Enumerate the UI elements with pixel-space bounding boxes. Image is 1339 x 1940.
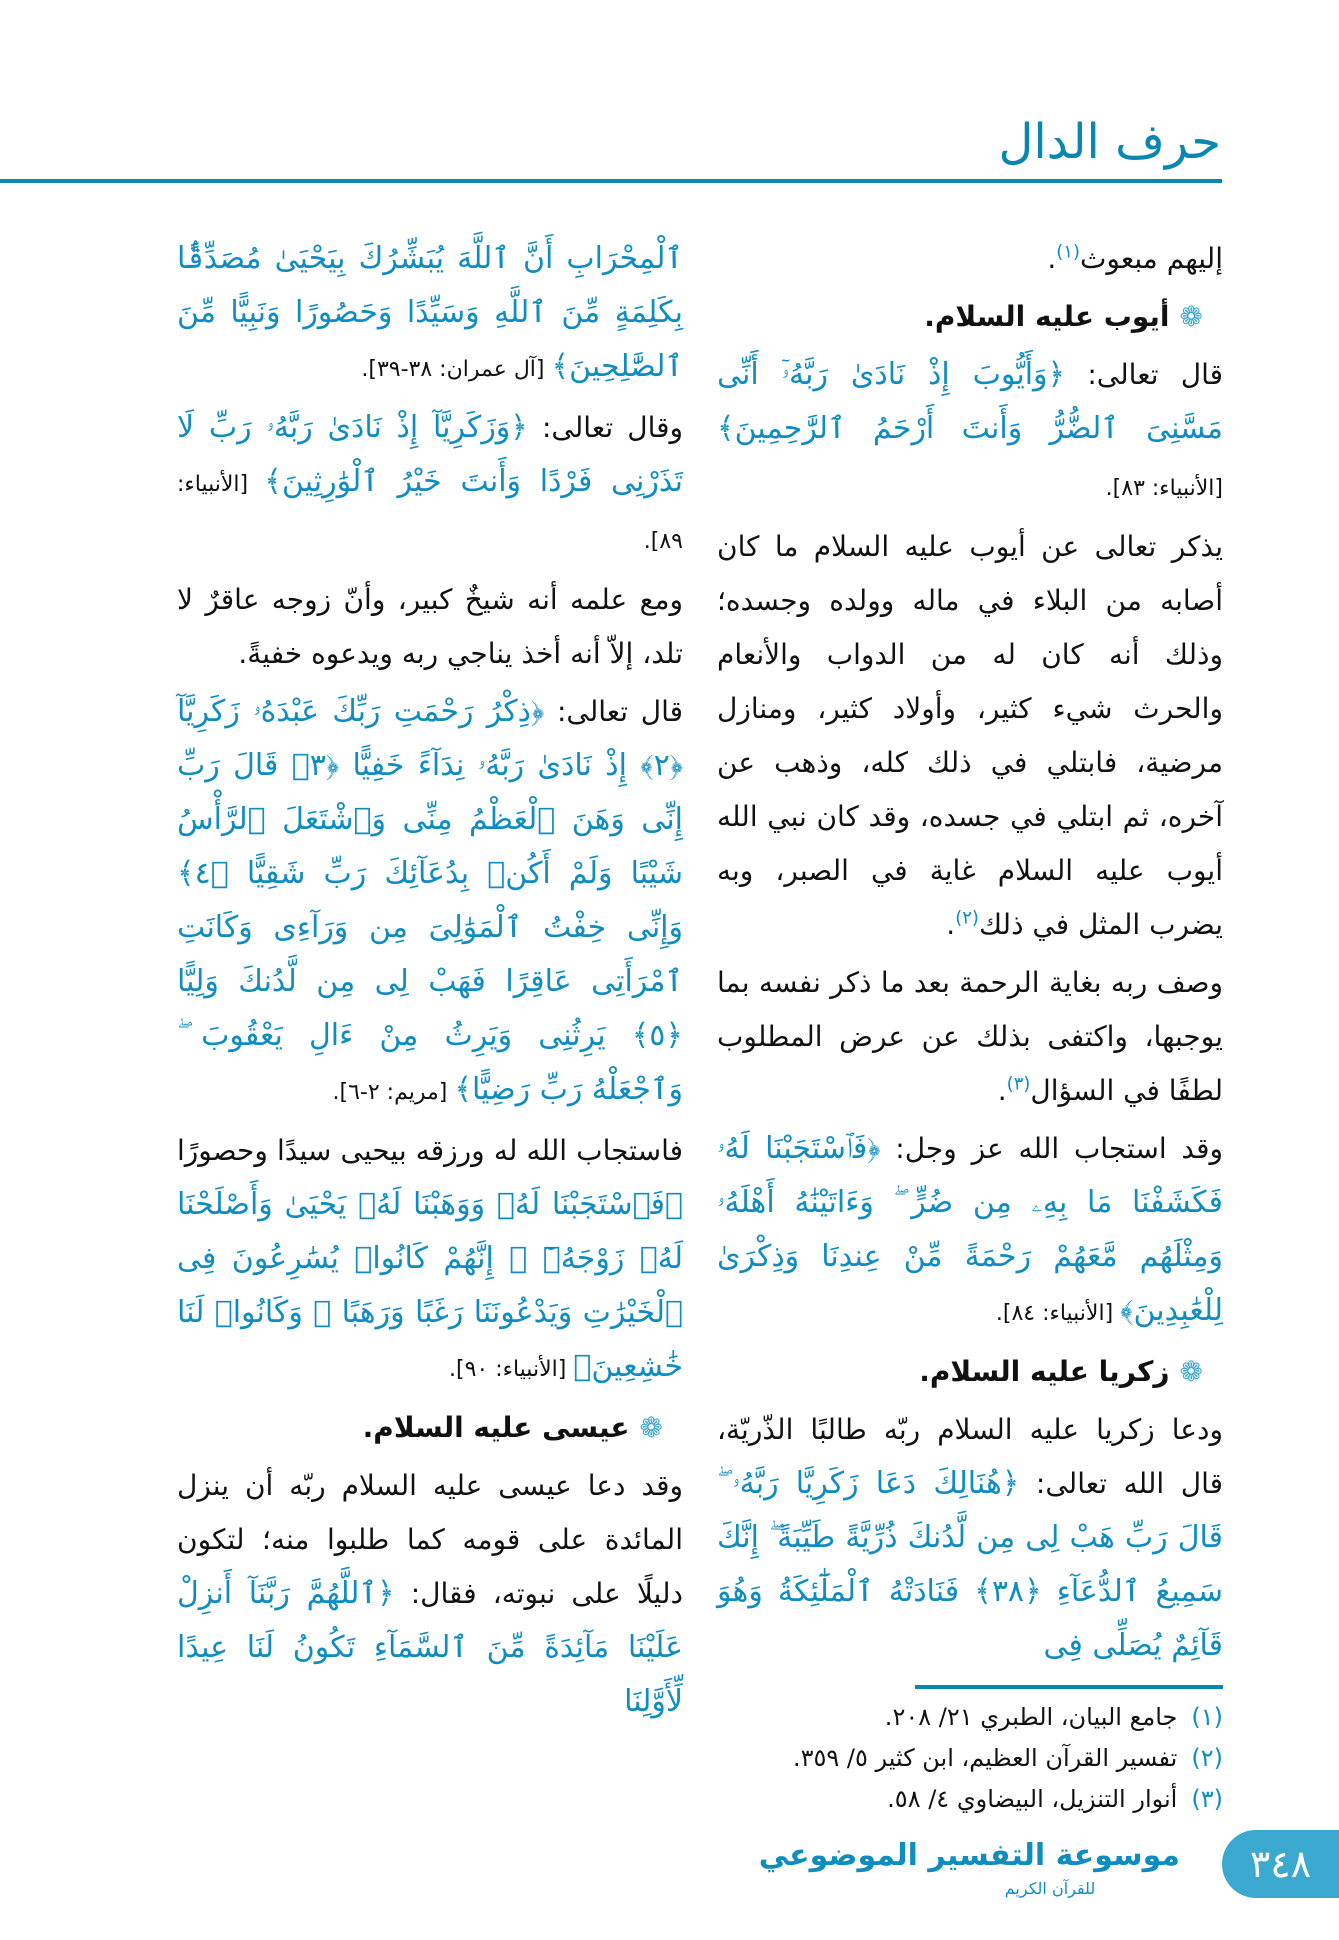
header-divider	[0, 179, 1222, 183]
verse-reference: [الأنبياء: ٨٣].	[1105, 476, 1223, 501]
flower-ornament-icon: ❁	[1179, 1355, 1203, 1388]
paragraph	[177, 685, 683, 1120]
quran-verse: ﴿وَأَيُّوبَ إِذْ نَادَىٰ رَبَّهُۥٓ أَنِّى مَسَّنِىَ ٱلضُّرُّ وَأَنتَ أَرْحَمُ ٱلرَّٰحِمِينَ﴾	[717, 357, 1223, 446]
text: وقال تعالى:	[527, 411, 684, 444]
paragraph	[717, 1122, 1223, 1341]
text: وصف ربه بغاية الرحمة بعد ما ذكر نفسه بما يوجبها، واكتفى بذلك عن عرض المطلوب لطفًا في السؤال	[717, 966, 1223, 1107]
text: .	[946, 908, 956, 941]
page-body	[0, 232, 1339, 1820]
footnotes	[717, 1697, 1223, 1820]
verse-reference: [آل عمران: ٣٨-٣٩].	[361, 357, 552, 382]
text: وقد استجاب الله عز وجل:	[880, 1132, 1224, 1165]
verse-reference: [الأنبياء: ٩٠].	[449, 1357, 574, 1382]
quran-verse: ﴿ٱللَّهُمَّ رَبَّنَآ أَنزِلْ عَلَيْنَا مَآئِدَةً مِّنَ ٱلسَّمَآءِ تَكُونُ لَنَا عِيدًا لِّأَوَّلِنَا	[177, 1576, 683, 1719]
paragraph	[177, 573, 683, 681]
paragraph	[717, 520, 1223, 952]
footnote: (٣)أنوار التنزيل، البيضاوي ٤/ ٥٨.	[887, 1785, 1223, 1813]
paragraph	[717, 232, 1223, 286]
text: ودعا زكريا عليه السلام ربّه طالبًا الذّريّة، قال الله تعالى:	[717, 1413, 1223, 1500]
page-header	[0, 0, 1339, 232]
left-column	[177, 232, 683, 1733]
text: ومع علمه أنه شيخٌ كبير، وأنّ زوجه عاقرٌ لا تلد، إلاّ أنه أخذ يناجي ربه ويدعوه خفيةً.	[177, 583, 683, 670]
paragraph	[177, 232, 683, 397]
encyclopedia-logo: موسوعة التفسير الموضوعي للقرآن الكريم	[758, 1838, 1180, 1898]
paragraph	[177, 1124, 683, 1397]
section-heading	[177, 1401, 683, 1455]
chapter-title: حرف الدال	[998, 114, 1221, 170]
quran-verse: ﴿فَٱسْتَجَبْنَا لَهُۥ فَكَشَفْنَا مَا بِهِۦ مِن ضُرٍّ ۖ وَءَاتَيْنَٰهُ أَهْلَهُۥ وَمِثْلَهُم مَّعَهُمْ رَحْمَةً مِّنْ عِندِنَا وَذِكْرَىٰ لِلْعَٰبِدِينَ﴾	[717, 1131, 1223, 1328]
footnote-divider	[915, 1685, 1223, 1689]
footnote-marker: (١)	[1056, 241, 1081, 263]
verse-reference: [الأنبياء: ٨٤].	[995, 1301, 1121, 1326]
section-heading	[717, 1345, 1223, 1399]
section-heading-text: أيوب عليه السلام.	[924, 300, 1170, 333]
footnote-marker: (٢)	[955, 907, 979, 929]
quran-verse: ﴿وَزَكَرِيَّآ إِذْ نَادَىٰ رَبَّهُۥ رَبِّ لَا تَذَرْنِى فَرْدًا وَأَنتَ خَيْرُ ٱلْوَٰرِثِينَ﴾	[177, 410, 683, 499]
section-heading-text: زكريا عليه السلام.	[919, 1355, 1170, 1388]
text: وقد دعا عيسى عليه السلام ربّه أن ينزل المائدة على قومه كما طلبوا منه؛ لتكون دليلًا على نبوته، فقال:	[177, 1469, 683, 1610]
text: يذكر تعالى عن أيوب عليه السلام ما كان أصابه من البلاء في ماله وولده وجسده؛ وذلك أنه كان له من الدواب والأنعام والحرث شيء كثير، وأولاد كثير، ومنازل مرضية، فابتلي في ذلك كله، وذهب عن آخره، ثم ابتلي في جسده، وقد كان نبي الله أيوب عليه السلام غاية في الصبر، وبه يضرب المثل في ذلك	[717, 530, 1223, 941]
quran-verse: ﴿هُنَالِكَ دَعَا زَكَرِيَّا رَبَّهُۥ ۖ قَالَ رَبِّ هَبْ لِى مِن لَّدُنكَ ذُرِّيَّةً طَيِّبَةً ۖ إِنَّكَ سَمِيعُ ٱلدُّعَآءِ ﴿٣٨﴾ فَنَادَتْهُ ٱلْمَلَٰٓئِكَةُ وَهُوَ قَآئِمٌ يُصَلِّى فِى	[717, 1466, 1223, 1663]
right-column-text	[717, 232, 1223, 1673]
paragraph	[717, 956, 1223, 1118]
text: .	[997, 1074, 1007, 1107]
paragraph	[717, 1403, 1223, 1673]
section-heading-text: عيسى عليه السلام.	[362, 1411, 630, 1444]
quran-verse: ﴿فَٱسْتَجَبْنَا لَهُۥ وَوَهَبْنَا لَهُۥ يَحْيَىٰ وَأَصْلَحْنَا لَهُۥ زَوْجَهُۥٓ ۚ إِنَّهُمْ كَانُوا۟ يُسَٰرِعُونَ فِى ٱلْخَيْرَٰتِ وَيَدْعُونَنَا رَغَبًا وَرَهَبًا ۖ وَكَانُوا۟ لَنَا خَٰشِعِينَ﴾	[177, 1187, 683, 1384]
footnote: (١)جامع البيان، الطبري ٢١/ ٢٠٨.	[884, 1703, 1223, 1731]
verse-reference: [مريم: ٢-٦].	[332, 1080, 455, 1105]
footnote-marker: (٣)	[1006, 1073, 1031, 1095]
section-heading	[717, 290, 1223, 344]
flower-ornament-icon: ❁	[639, 1411, 663, 1444]
text: إليهم مبعوث	[1080, 242, 1223, 275]
text: فاستجاب الله له ورزقه بيحيى سيدًا وحصورًا	[177, 1134, 683, 1167]
page-footer	[0, 1830, 1339, 1940]
paragraph	[177, 1459, 683, 1729]
text: .	[1047, 242, 1057, 275]
quran-verse: ٱلْمِحْرَابِ أَنَّ ٱللَّهَ يُبَشِّرُكَ بِيَحْيَىٰ مُصَدِّقًۢا بِكَلِمَةٍ مِّنَ ٱللَّهِ وَسَيِّدًا وَحَصُورًا وَنَبِيًّا مِّنَ ٱلصَّٰلِحِينَ﴾	[177, 241, 683, 384]
right-column	[717, 232, 1223, 1820]
quran-verse: ﴿ذِكْرُ رَحْمَتِ رَبِّكَ عَبْدَهُۥ زَكَرِيَّآ ﴿٢﴾ إِذْ نَادَىٰ رَبَّهُۥ نِدَآءً خَفِيًّا ﴿٣﴾ قَالَ رَبِّ إِنِّى وَهَنَ ٱلْعَظْمُ مِنِّى وَٱشْتَعَلَ ٱلرَّأْسُ شَيْبًا وَلَمْ أَكُنۢ بِدُعَآئِكَ رَبِّ شَقِيًّا ﴿٤﴾ وَإِنِّى خِفْتُ ٱلْمَوَٰلِىَ مِن وَرَآءِى وَكَانَتِ ٱمْرَأَتِى عَاقِرًا فَهَبْ لِى مِن لَّدُنكَ وَلِيًّا ﴿٥﴾ يَرِثُنِى وَيَرِثُ مِنْ ءَالِ يَعْقُوبَ ۖ وَٱجْعَلْهُ رَبِّ رَضِيًّا﴾	[177, 694, 683, 1107]
flower-ornament-icon: ❁	[1179, 300, 1203, 333]
text: قال تعالى:	[544, 695, 683, 728]
text: قال تعالى:	[1065, 358, 1223, 391]
verse-reference: [الأنبياء: ٨٩].	[177, 472, 683, 554]
paragraph	[717, 348, 1223, 516]
paragraph	[177, 401, 683, 569]
page-number-badge: ٣٤٨	[1222, 1830, 1339, 1898]
footnote: (٢)تفسير القرآن العظيم، ابن كثير ٥/ ٣٥٩.	[792, 1744, 1223, 1772]
